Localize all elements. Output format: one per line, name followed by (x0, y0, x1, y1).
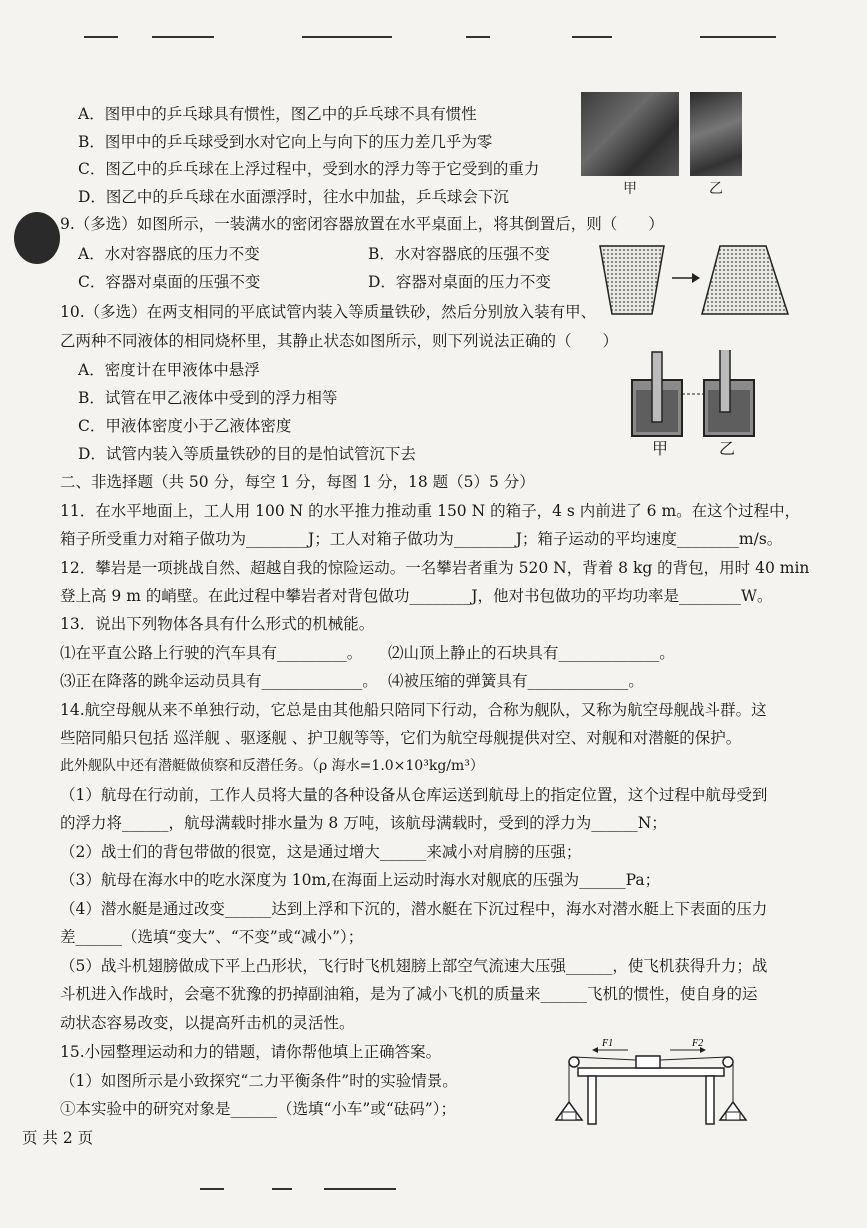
q14-line-1: 14.航空母舰从来不单独行动，它总是由其他船只陪同下行动，合称为舰队，又称为航空母舰战斗群。这 (60, 701, 767, 719)
q14-sub-4b: 差______（选填“变大”、“不变”或“减小”）； (60, 928, 364, 946)
q8-option-b: B．图甲中的乒乓球受到水对它向上与向下的压力差几乎为零 (78, 133, 493, 151)
q10-option-d: D．试管内装入等质量铁砂的目的是怕试管沉下去 (78, 445, 416, 463)
table-top (578, 1068, 724, 1076)
section-2-heading: 二、非选择题（共 50 分，每空 1 分，每图 1 分，18 题（5）5 分） (60, 473, 535, 491)
q14-sub-1b: 的浮力将______，航母满载时排水量为 8 万吨，该航母满载时，受到的浮力为______N； (60, 814, 667, 832)
pulley-left (569, 1057, 579, 1067)
q14-sub-5a: （5）战斗机翅膀做成下平上凸形状，飞行时飞机翅膀上部空气流速大压强______，使飞机获得升力；战 (60, 957, 768, 975)
q10-option-a: A．密度计在甲液体中悬浮 (78, 361, 260, 379)
q10-option-b: B．试管在甲乙液体中受到的浮力相等 (78, 389, 338, 407)
photo-yi-label: 乙 (709, 181, 723, 197)
photo-jia (581, 92, 679, 176)
container-upright (600, 246, 664, 314)
q12-line-1: 12．攀岩是一项挑战自然、超越自我的惊险运动。一名攀岩者重为 520 N，背着 8 kg 的背包，用时 40 min (60, 559, 810, 577)
q12-line-2: 登上高 9 m 的峭壁。在此过程中攀岩者对背包做功________J，他对书包做功的平均功率是________W。 (60, 587, 773, 605)
q8-option-a: A．图甲中的乒乓球具有惯性，图乙中的乒乓球不具有惯性 (78, 105, 477, 123)
photo-yi (690, 92, 742, 176)
beaker-jia-label: 甲 (652, 439, 669, 458)
scan-mark (200, 1188, 224, 1190)
scan-mark (572, 36, 612, 38)
scan-mark (466, 36, 490, 38)
q14-sub-1a: （1）航母在行动前，工作人员将大量的各种设备从仓库运送到航母上的指定位置，这个过程中航母受到 (60, 786, 768, 804)
q9-container-figure (598, 240, 794, 318)
q14-sub-3: （3）航母在海水中的吃水深度为 10m,在海面上运动时海水对舰底的压强为______Pa； (60, 871, 661, 889)
scan-mark (700, 36, 776, 38)
q9-stem: 9.（多选）如图所示，一装满水的密闭容器放置在水平桌面上，将其倒置后，则（ ） (60, 215, 664, 233)
q9-option-c: C．容器对桌面的压强不变 (78, 273, 261, 291)
q8-option-d: D．图乙中的乒乓球在水面漂浮时，往水中加盐，乒乓球会下沉 (78, 188, 509, 206)
q9-option-b: B．水对容器底的压强不变 (368, 245, 550, 263)
test-tube-yi (720, 350, 730, 412)
q9-option-d: D．容器对桌面的压力不变 (368, 273, 551, 291)
q10-stem-1: 10.（多选）在两支相同的平底试管内装入等质量铁砂，然后分别放入装有甲、 (60, 303, 597, 321)
container-inverted (702, 246, 788, 314)
scan-mark (302, 36, 392, 38)
scan-mark (84, 36, 118, 38)
q15-sub-1: （1）如图所示是小致探究“二力平衡条件”时的实验情景。 (60, 1072, 458, 1090)
beaker-yi-label: 乙 (719, 439, 736, 458)
scan-mark (272, 1188, 292, 1190)
q15-balance-figure (548, 1036, 752, 1128)
cart (636, 1056, 660, 1068)
punch-hole-shadow (14, 212, 60, 264)
q14-sub-4a: （4）潜水艇是通过改变______达到上浮和下沉的，潜水艇在下沉过程中，海水对潜水艇上下表面的压力 (60, 900, 768, 918)
scan-mark (324, 1188, 396, 1190)
q13-part-4: ⑷被压缩的弹簧具有_____________。 (388, 672, 644, 690)
q13-part-3: ⑶正在降落的跳伞运动员具有_____________。 (60, 672, 378, 690)
q8-option-c: C．图乙中的乒乓球在上浮过程中，受到水的浮力等于它受到的重力 (78, 160, 540, 178)
q14-sub-5b: 斗机进入作战时，会毫不犹豫的扔掉副油箱，是为了减小飞机的质量来______飞机的惯性，使自身的运 (60, 985, 758, 1003)
q13-part-2: ⑵山顶上静止的石块具有_____________。 (388, 644, 675, 662)
photo-jia-label: 甲 (623, 181, 637, 197)
q14-line-3: 此外舰队中还有潜艇做侦察和反潜任务。（ρ 海水=1.0×10³kg/m³） (60, 758, 484, 774)
q11-line-2: 箱子所受重力对箱子做功为________J；工人对箱子做功为________J；箱子运动的平均速度________m/s。 (60, 530, 783, 548)
page-footer: 页 共 2 页 (22, 1129, 94, 1147)
arrow-head (692, 273, 700, 283)
q10-option-c: C．甲液体密度小于乙液体密度 (78, 417, 292, 435)
test-tube-jia (652, 352, 662, 422)
q10-beaker-figure (628, 350, 758, 440)
table-leg-right (706, 1076, 714, 1124)
table-leg-left (588, 1076, 596, 1124)
q15-sub-1a: ①本实验中的研究对象是______（选填“小车”或“砝码”）； (60, 1100, 456, 1118)
q14-line-2: 些陪同船只包括 巡洋舰 、驱逐舰 、护卫舰等等，它们为航空母舰提供对空、对舰和对潜艇的保护。 (60, 729, 742, 747)
q14-sub-5c: 动状态容易改变，以提高歼击机的灵活性。 (60, 1014, 355, 1032)
q11-line-1: 11．在水平地面上，工人用 100 N 的水平推力推动重 150 N 的箱子，4 s 内前进了 6 m。在这个过程中， (60, 502, 801, 520)
q15-stem: 15.小园整理运动和力的错题，请你帮他填上正确答案。 (60, 1043, 442, 1061)
force-f1-label: F1 (602, 1038, 614, 1049)
q14-sub-2: （2）战士们的背包带做的很宽，这是通过增大______来减小对肩膀的压强； (60, 843, 582, 861)
q9-option-a: A．水对容器底的压力不变 (78, 245, 260, 263)
force-f2-label: F2 (692, 1038, 704, 1049)
q13-stem: 13．说出下列物体各具有什么形式的机械能。 (60, 615, 375, 633)
q10-stem-2: 乙两种不同液体的相同烧杯里，其静止状态如图所示，则下列说法正确的（ ） (60, 332, 619, 350)
scan-mark (152, 36, 214, 38)
q13-part-1: ⑴在平直公路上行驶的汽车具有_________。 (60, 644, 363, 662)
pulley-right (723, 1057, 733, 1067)
